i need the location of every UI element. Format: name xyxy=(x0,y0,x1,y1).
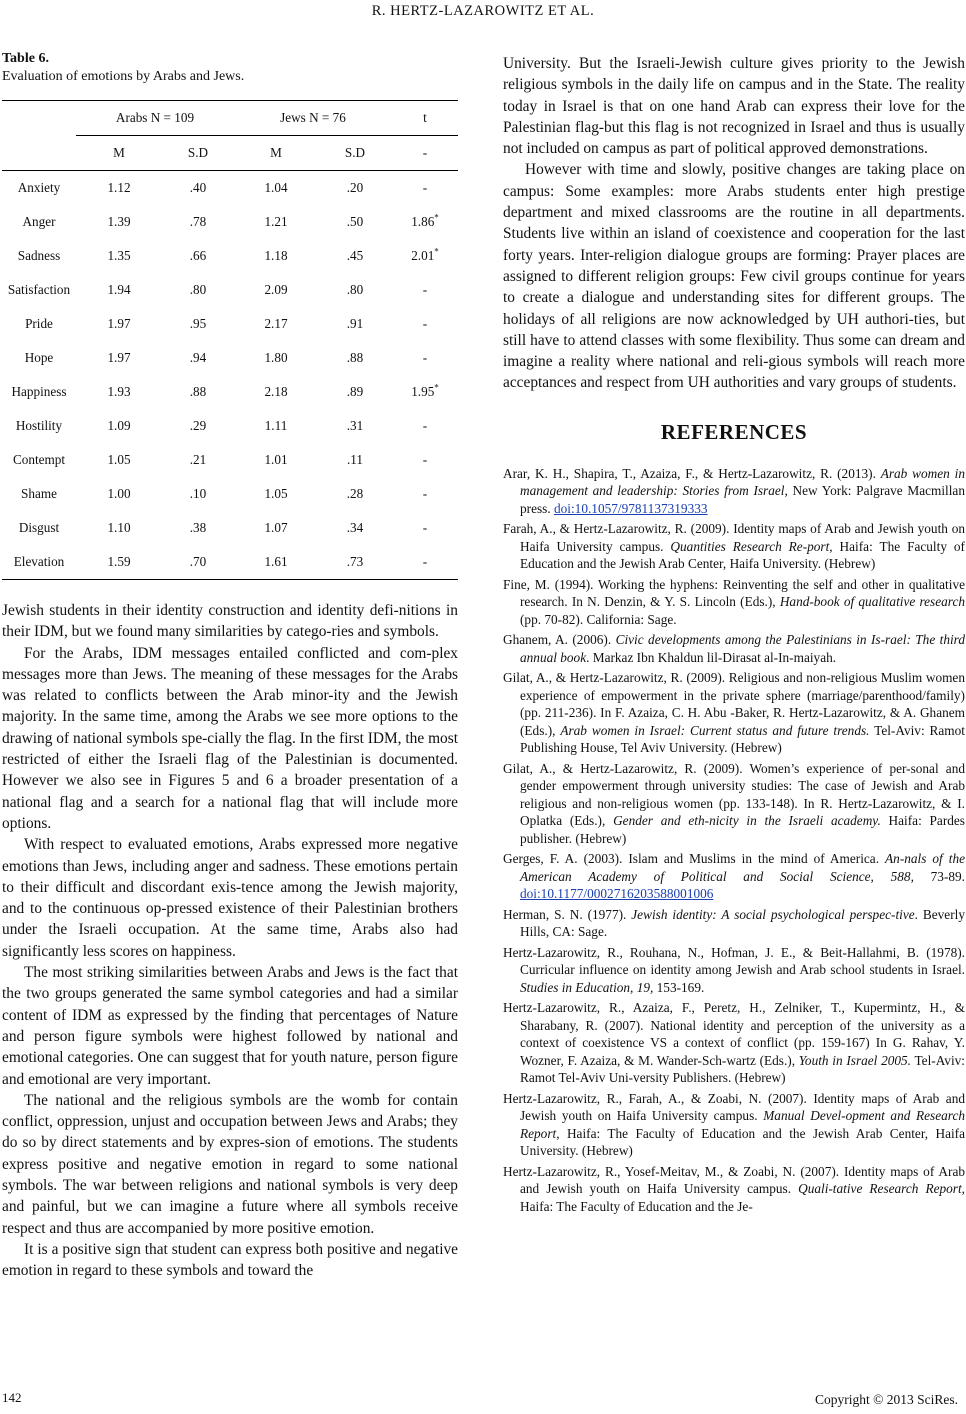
reference-entry xyxy=(503,1163,965,1216)
group-header-t: t xyxy=(392,101,458,136)
reference-entry xyxy=(503,631,965,666)
table-cell: 2.09 xyxy=(264,282,288,297)
body-paragraph: The most striking similarities between Arabs and Jews is the fact that the two groups generated the same symbol categories and had a similar content of IDM as expressed by the finding that percentages of Nature and person figure symbols were highest followed by national and emotional categories. One can suggest that for youth nature, person figure and emotional are very important. xyxy=(2,964,458,1088)
sub-header-t: - xyxy=(392,136,458,171)
reference-text: Ghanem, A. (2006). xyxy=(503,632,616,648)
table-cell: - xyxy=(422,282,428,297)
reference-text: Farah, A., & Hertz-Lazarowitz, R. (2009). Identity maps of Arab and Jewish youth on Haifa University campus. xyxy=(503,521,965,554)
table-row xyxy=(2,273,458,307)
table-cell: .70 xyxy=(162,545,234,580)
reference-title: Civic developments among the Palestinians in Is-rael: The third annual book xyxy=(520,632,965,665)
references-list xyxy=(503,465,965,1216)
reference-text: , Haifa: The Faculty of Education and the Je- xyxy=(520,1181,965,1214)
reference-title: Quali-tative Research Report xyxy=(798,1181,962,1197)
sub-header-jews-m: M xyxy=(234,136,318,171)
table-title: Table 6. xyxy=(2,51,49,66)
table-cell: 1.05 xyxy=(107,452,131,467)
emotion-label: Satisfaction xyxy=(7,282,71,297)
reference-title: An-nals of the American Academy of Political and Social Science, 588, xyxy=(520,851,966,884)
references-heading: REFERENCES xyxy=(660,419,808,444)
table-row xyxy=(2,341,458,375)
reference-text: , Haifa: The Faculty of Education and the Jewish Arab Center, Haifa University. (Hebrew) xyxy=(520,1125,965,1159)
reference-title: Quantities Research Re-port xyxy=(670,538,830,554)
copyright-notice: Copyright © 2013 SciRes. xyxy=(814,1392,958,1407)
emotion-label: Elevation xyxy=(2,545,76,580)
emotion-label: Anxiety xyxy=(2,171,76,206)
reference-title: Jewish identity: A social psychological perspec-tive xyxy=(631,906,915,922)
reference-entry xyxy=(503,999,965,1087)
table-cell: .31 xyxy=(346,418,364,433)
reference-text: Herman, S. N. (1977). xyxy=(503,906,632,922)
left-body-text xyxy=(2,600,458,1282)
table-cell: 1.01 xyxy=(264,452,288,467)
table-cell: .66 xyxy=(189,248,207,263)
reference-text: Gerges, F. A. (2003). Islam and Muslims in the mind of America. xyxy=(503,851,886,867)
table-cell: .11 xyxy=(347,452,363,467)
reference-text: , Haifa: The Faculty of Education and the Jewish Arab Center, Haifa University. (Hebrew) xyxy=(520,538,965,572)
table-cell: .45 xyxy=(346,248,364,263)
table-cell: 1.97 xyxy=(107,316,131,331)
right-body-text xyxy=(503,53,965,394)
table-cell: 1.09 xyxy=(107,418,131,433)
reference-text: Hertz-Lazarowitz, R., Yosef-Meitav, M., & Zoabi, N. (2007). Identity maps of Arab and Jewish youth on Haifa University campus. xyxy=(503,1163,965,1197)
table-row xyxy=(2,171,458,206)
reference-text: Fine, M. (1994). Working the hyphens: Reinventing the self and other in qualitative research. In N. Denzin, & Y. S. Lincoln (Eds.), xyxy=(503,576,965,610)
table-cell: 1.94 xyxy=(107,282,131,297)
table-cell: .94 xyxy=(189,350,207,365)
sub-header-arabs-sd: S.D xyxy=(162,136,234,171)
reference-title: Arab women in Israel: Current status and future trends. xyxy=(560,722,870,738)
table-cell: .95 xyxy=(189,316,207,331)
reference-title: Youth in Israel 2005. xyxy=(798,1052,911,1068)
body-paragraph: It is a positive sign that student can express both positive and negative emotion in regard to these symbols and toward the xyxy=(2,1240,458,1280)
reference-entry xyxy=(503,669,965,757)
table-cell: 1.97 xyxy=(107,350,131,365)
body-paragraph: For the Arabs, IDM messages entailed conflicted and com-plex messages more than Jews. The meaning of these messages for the Arabs was related to conflicts between the Arab minor-ity and the Jewish majority. In the same time, among the Arabs we see more options to the drawing of national symbols spe-cially the flag. In the first IDM, the most restricted of either the Israeli flag of the Palestinian is documented. However we also see in Figures 5 and 6 a broader presentation of a national flag and a search for a national flag that will include more options. xyxy=(2,644,458,832)
reference-entry xyxy=(503,906,965,941)
table-cell: 1.59 xyxy=(76,545,162,580)
table-row xyxy=(2,477,458,511)
table-cell: 1.10 xyxy=(107,520,131,535)
emotion-label: Anger xyxy=(22,214,56,229)
significance-mark: * xyxy=(434,212,439,223)
reference-text: Gilat, A., & Hertz-Lazarowitz, R. (2009). Women’s experience of per-sonal and gender empowerment through university studies: The case of Jewish and Arab religious and non-religious women (pp. 133-148). In R. Hertz-Lazarowitz, & I. Oplatka (Eds.), xyxy=(503,760,965,829)
table-description: Evaluation of emotions by Arabs and Jews. xyxy=(2,69,245,84)
significance-mark: * xyxy=(434,246,439,257)
reference-title: Arab women in management and leadership: Stories from Israel xyxy=(520,465,965,499)
reference-entry xyxy=(503,944,965,997)
table-cell: 1.80 xyxy=(264,350,288,365)
body-paragraph: University. But the Israeli-Jewish culture gives priority to the Jewish religious symbols in the daily life on campus and in the State. The reality today in Israel is that on one hand Arab can express their love for the Palestinian flag-but this flag is not recognized in Israel and thus is usually not included on campus as part of political approved demonstrations. xyxy=(503,55,965,158)
table-caption xyxy=(2,50,458,86)
sub-header-jews-sd: S.D xyxy=(318,136,392,171)
table-cell: 2.17 xyxy=(264,316,288,331)
emotion-label: Shame xyxy=(21,486,57,501)
emotion-label: Disgust xyxy=(18,520,60,535)
reference-entry xyxy=(503,465,965,518)
running-head: R. HERTZ-LAZAROWITZ ET AL. xyxy=(371,3,595,19)
table-cell: .80 xyxy=(189,282,207,297)
table-cell: - xyxy=(422,520,428,535)
table-cell: .10 xyxy=(189,486,207,501)
emotion-label: Hostility xyxy=(15,418,63,433)
table-cell: .40 xyxy=(162,171,234,206)
reference-entry xyxy=(503,760,965,848)
table-cell: 1.11 xyxy=(264,418,288,433)
reference-text: Haifa: Pardes publisher. (Hebrew) xyxy=(520,813,965,846)
table-cell: 1.35 xyxy=(107,248,131,263)
reference-entry xyxy=(503,1090,965,1160)
table-cell: .34 xyxy=(346,520,364,535)
reference-text: 73-89. xyxy=(913,868,965,884)
reference-text: . Markaz Ibn Khaldun lil-Dirasat al-In-maiyah. xyxy=(586,649,837,665)
page-number: 142 xyxy=(2,1390,22,1405)
reference-text: , New York: Palgrave Macmillan press. xyxy=(520,483,965,516)
reference-text: (pp. 70-82). California: Sage. xyxy=(520,611,677,627)
reference-text: Arar, K. H., Shapira, T., Azaiza, F., & Hertz-Lazarowitz, R. (2013). xyxy=(503,465,881,481)
emotion-label: Sadness xyxy=(17,248,61,263)
table-cell: 1.18 xyxy=(264,248,288,263)
emotion-label: Hope xyxy=(24,350,54,365)
table-cell: - xyxy=(422,316,428,331)
table-cell: 1.21 xyxy=(264,214,288,229)
table-cell: 1.12 xyxy=(76,171,162,206)
reference-title: Hand-book of qualitative research xyxy=(779,594,966,610)
reference-text: Tel-Aviv: Ramot Publishing House, Tel Aviv University. (Hebrew) xyxy=(520,722,965,756)
table-cell: .78 xyxy=(189,214,207,229)
table-cell: .80 xyxy=(346,282,364,297)
emotion-label: Pride xyxy=(25,316,53,331)
emotion-label: Contempt xyxy=(12,452,66,467)
table-row xyxy=(2,307,458,341)
right-column xyxy=(503,50,965,1218)
reference-text: . Beverly Hills, CA: Sage. xyxy=(520,906,965,940)
significance-mark: * xyxy=(434,382,439,393)
reference-title: Manual Devel-opment and Research Report xyxy=(520,1108,965,1141)
reference-text: Gilat, A., & Hertz-Lazarowitz, R. (2009). Religious and non-religious Muslim women experience of empowerment in the private sphere (marriage/parenthood/family) (pp. 211-236). In F. Azaiza, C. H. Abu -Baker, R. Hertz-Lazarowitz, & A. Ghanem (Eds.), xyxy=(503,670,965,738)
reference-text: Hertz-Lazarowitz, R., Azaiza, F., Peretz, H., Zelniker, T., Kupermintz, H., & Sharabany, R. (2007). National identity and perception of the university as a context of coexistence VS a context of conflict (pp. 159-167) In G. Rahav, Y. Wozner, F. Azaiza, & M. Wander-Sch-wartz (Eds.), xyxy=(503,1000,965,1068)
table-cell: 1.61 xyxy=(234,545,318,580)
reference-text: Tel-Aviv: Ramot Tel-Aviv Uni-versity Publishers. (Hebrew) xyxy=(520,1052,965,1086)
table-cell: - xyxy=(392,171,458,206)
reference-text: 153-169. xyxy=(653,979,705,995)
reference-text: Hertz-Lazarowitz, R., Farah, A., & Zoabi, N. (2007). Identity maps of Arab and Jewish youth on Haifa University campus. xyxy=(503,1090,965,1124)
table-cell: 1.05 xyxy=(264,486,288,501)
table-row xyxy=(2,409,458,443)
left-column xyxy=(2,50,458,1282)
table-cell: 1.04 xyxy=(234,171,318,206)
table-cell: 1.39 xyxy=(107,214,131,229)
table-row xyxy=(2,205,458,239)
table-cell: .88 xyxy=(189,384,207,399)
table-cell: 1.07 xyxy=(264,520,288,535)
table-cell: .89 xyxy=(346,384,364,399)
table-cell: - xyxy=(422,452,428,467)
sub-header-arabs-m: M xyxy=(76,136,162,171)
table-cell: 2.01* xyxy=(411,246,439,263)
table-cell: .38 xyxy=(189,520,207,535)
table-cell: .50 xyxy=(346,214,364,229)
table-row xyxy=(2,545,458,580)
doi-link[interactable]: doi:10.1057/9781137319333 xyxy=(553,500,708,516)
table-cell: 1.86* xyxy=(411,212,439,229)
table-cell: 1.93 xyxy=(107,384,131,399)
table-cell: 1.00 xyxy=(107,486,131,501)
emotions-table xyxy=(2,100,458,580)
group-header-arabs: Arabs N = 109 xyxy=(76,101,234,136)
table-cell: .73 xyxy=(318,545,392,580)
table-cell: - xyxy=(422,350,428,365)
table-cell: 2.18 xyxy=(264,384,288,399)
table-cell: - xyxy=(422,418,428,433)
body-paragraph: However with time and slowly, positive changes are taking place on campus: Some examples: more Arabs students enter high prestige department and mixed classrooms are the routine in all departments. Students live within an island of coexistence and cooperation for the last forty years. Inter-religion dialogue groups are forming: Prayer places are assigned to different religion groups: Few civil groups continue for years to create a dialogue and understanding sites for different groups. The holidays of all religions are now acknowledged by UH authori-ties, but still have to attend classes with some flexibility. Thus some can dream and imagine a reality where national and reli-gious symbols will reach more acceptances and respect from UH authorities and vary groups of students. xyxy=(503,161,965,392)
reference-entry xyxy=(503,520,965,573)
table-cell: .21 xyxy=(189,452,207,467)
table-row xyxy=(2,239,458,273)
table-cell: 1.95* xyxy=(411,382,439,399)
table-row xyxy=(2,511,458,545)
reference-entry xyxy=(503,576,965,629)
reference-entry xyxy=(503,850,965,903)
table-cell: .29 xyxy=(189,418,207,433)
table-cell: - xyxy=(422,486,428,501)
table-cell: .20 xyxy=(318,171,392,206)
group-header-jews: Jews N = 76 xyxy=(234,101,392,136)
emotion-label: Happiness xyxy=(11,384,67,399)
doi-link[interactable]: doi:10.1177/0002716203588001006 xyxy=(520,886,714,902)
reference-text: Hertz-Lazarowitz, R., Rouhana, N., Hofman, J. E., & Beit-Hallahmi, B. (1978). Curricular influence on identity among Jewish and Arab school students in Israel. xyxy=(503,944,965,978)
table-row xyxy=(2,443,458,477)
table-cell: .91 xyxy=(346,316,364,331)
body-paragraph: The national and the religious symbols are the womb for contain conflict, oppression, unjust and occupation between Jews and Arabs; they do so by direct statements and by expres-sion of emotions. The students express positive and negative emotion in regard to some national symbols. The war between religions and national symbols is very deep and painful, but we can imagine a future where all symbols receive respect and thus are accompanied by more positive emotion. xyxy=(2,1091,458,1237)
reference-title: Studies in Education, 19, xyxy=(520,979,654,995)
table-row xyxy=(2,375,458,409)
table-cell: - xyxy=(392,545,458,580)
body-paragraph: Jewish students in their identity construction and identity defi-nitions in their IDM, but we found many similarities by catego-ries and symbols. xyxy=(2,602,458,641)
body-paragraph: With respect to evaluated emotions, Arabs expressed more negative emotions than Jews, including anger and sadness. These emotions pertain to their difficult and discordant exis-tence among the Jewish majority, and to the continuous op-pressed existence of their Palestinian brothers under the Israeli occupation. At the same time, Arabs also had significantly less scores on happiness. xyxy=(2,836,458,960)
table-cell: .88 xyxy=(346,350,364,365)
reference-title: Gender and eth-nicity in the Israeli academy. xyxy=(613,813,881,829)
table-cell: .28 xyxy=(346,486,364,501)
